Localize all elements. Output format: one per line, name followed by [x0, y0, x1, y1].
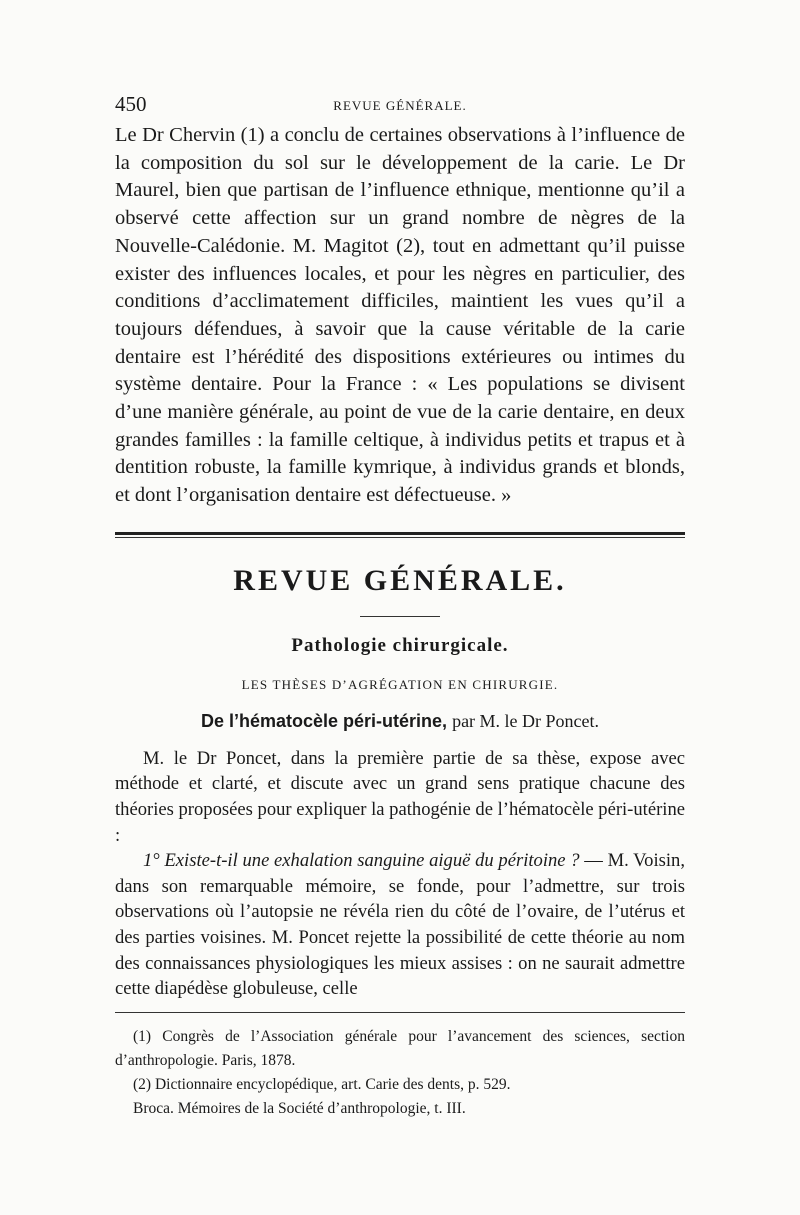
footnote: (2) Dictionnaire encyclopédique, art. Carie des dents, p. 529.: [133, 1075, 511, 1093]
page-number: 450: [115, 92, 147, 116]
footnote: Broca. Mémoires de la Société d’anthropologie, t. III.: [133, 1099, 466, 1117]
page-header: [115, 92, 685, 122]
article-heading: [115, 711, 685, 732]
article-title: De l’hématocèle péri-utérine,: [200, 710, 448, 731]
article-paragraph-2: [115, 848, 685, 1002]
thick-rule: [115, 532, 685, 535]
footnote: (1) Congrès de l’Association générale pour l’avancement des sciences, section d’anthropologie. Paris, 1878.: [115, 1027, 685, 1069]
double-rule: [115, 532, 685, 538]
page: [115, 92, 685, 1121]
item-text: — M. Voisin, dans son remarquable mémoire, se fonde, pour l’admettre, sur trois observations où l’autopsie ne révéla rien du côté de l’ovaire, de l’utérus et des parties voisines. M. Poncet rejette la possibilité de cette théorie au nom des connaissances physiologiques les mieux assises : on ne saurait admettre cette diapédèse globuleuse, celle: [115, 850, 685, 1000]
article-paragraph-1: M. le Dr Poncet, dans la première partie de sa thèse, expose avec méthode et clarté, et discute avec un grand sens pratique chacune des théories proposées pour expliquer la pathogénie de l’hématocèle péri-utérine :: [115, 747, 685, 846]
footnote-rule: [115, 1012, 685, 1013]
carryover-paragraph: Le Dr Chervin (1) a conclu de certaines observations à l’influence de la composition du sol sur le développement de la carie. Le Dr Maurel, bien que partisan de l’influence ethnique, mentionne qu’il a observé cette affection sur un grand nombre de nègres de la Nouvelle-Calédonie. M. Magitot (2), tout en admettant qu’il puisse exister des influences locales, et pour les nègres en particulier, des conditions d’acclimatement difficiles, maintient les vues qu’il a toujours défendues, à savoir que la cause véritable de la carie dentaire est l’hérédité des dispositions extérieures ou intimes du système dentaire. Pour la France : « Les populations se divisent d’une manière générale, au point de vue de la carie dentaire, en deux grandes familles : la famille celtique, à individus petits et trapus et à dentition robuste, la famille kymrique, à individus grands et blonds, et dont l’organisation dentaire est défectueuse. »: [115, 124, 685, 507]
subsection-title: Pathologie chirurgicale.: [291, 634, 509, 656]
running-title: REVUE GÉNÉRALE.: [333, 98, 467, 113]
series-title: LES THÈSES D’AGRÉGATION EN CHIRURGIE.: [241, 676, 559, 692]
short-divider: [360, 616, 440, 617]
thin-rule: [115, 537, 685, 538]
article-author: par M. le Dr Poncet.: [452, 710, 600, 731]
footnotes: [115, 1025, 685, 1121]
item-question: 1° Existe-t-il une exhalation sanguine aiguë du péritoine ?: [143, 850, 580, 872]
section-title: REVUE GÉNÉRALE.: [233, 563, 567, 597]
